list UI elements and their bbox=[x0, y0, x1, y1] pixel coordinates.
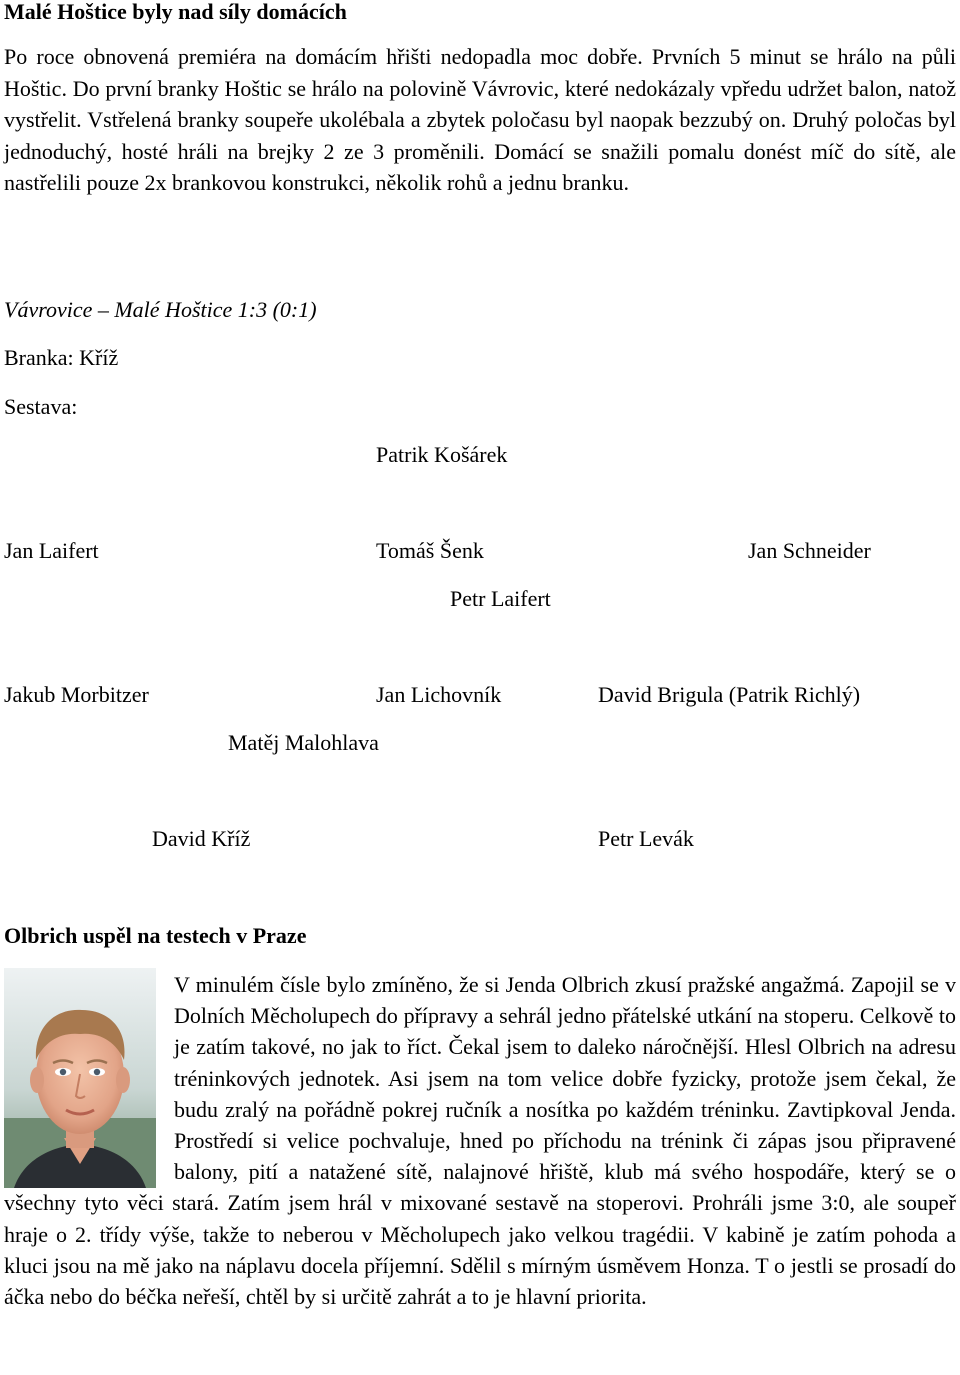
player-defender-center: Tomáš Šenk bbox=[376, 538, 484, 563]
player-forward-right: Petr Levák bbox=[598, 826, 694, 851]
player-midfield-left: Jakub Morbitzer bbox=[4, 682, 149, 707]
player-defender-left: Jan Laifert bbox=[4, 538, 99, 563]
article-body bbox=[4, 969, 956, 1312]
article-title: Olbrich uspěl na testech v Praze bbox=[4, 923, 307, 948]
player-midfield-center: Jan Lichovník bbox=[376, 682, 502, 707]
article-title: Malé Hoštice byly nad síly domácích bbox=[4, 0, 347, 24]
article-body-text: V minulém čísle bylo zmíněno, že si Jenda Olbrich zkusí pražské angažmá. Zapojil se v Dolních Měcholupech do přípravy a sehrál jedno přátelské utkání na stoperu. Celkově to je zatím takové, no jak to říct. Čekal jsem to daleko náročnější. Hlesl Olbrich na adresu tréninkových jednotek. Asi jsem na tom velice dobře fyzicky, protože jsem čekal, že budu zralý na pořádně pokrej ručník a nosítka po každém tréninku. Zavtipkoval Jenda. Prostředí si velice pochvaluje, hned po příchodu na trénink či zápas jsou připravené balony, pití a natažené sítě, nalajnové hřiště, klub má svého hospodáře, který se o všechny tyto věci stará. Zatím jsem hrál v mixované sestavě na stoperovi. Prohráli jsme 3:0, ale soupeř hraje o 2. třídy výše, takže to neberou v Měcholupech jako velkou tragédii. V kabině je zatím pohoda a kluci jsou na mě jako na náplavu docela příjemní. Sdělil s mírným úsměvem Honza. T o jestli se prosadí do áčka nebo do béčka neřeší, chtěl by si určitě zahrát a to je hlavní priorita. bbox=[4, 972, 956, 1310]
player-defender-right: Jan Schneider bbox=[748, 538, 871, 563]
player-defender-second: Petr Laifert bbox=[450, 586, 551, 611]
player-forward-left: David Kříž bbox=[152, 826, 251, 851]
player-goalkeeper: Patrik Košárek bbox=[376, 442, 508, 467]
goal-scorers: Branka: Kříž bbox=[4, 345, 119, 370]
player-midfield-right: David Brigula (Patrik Richlý) bbox=[598, 682, 861, 707]
lineup-label: Sestava: bbox=[4, 394, 78, 419]
match-result: Vávrovice – Malé Hoštice 1:3 (0:1) bbox=[4, 297, 317, 322]
article-body: Po roce obnovená premiéra na domácím hřišti nedopadla moc dobře. Prvních 5 minut se hrálo na půli Hoštic. Do první branky Hoštic se hrálo na polovině Vávrovic, které nedokázaly vpředu udržet balon, natož vystřelit. Vstřelená branky soupeře ukolébala a zbytek poločasu byl naopak bezzubý on. Druhý poločas byl jednoduchý, hosté hráli na brejky 2 ze 3 proměnili. Domácí se snažili pomalu donést míč do sítě, ale nastřelili pouze 2x brankovou konstrukci, několik rohů a jednu branku. bbox=[4, 44, 956, 195]
player-midfield-second: Matěj Malohlava bbox=[228, 730, 379, 755]
